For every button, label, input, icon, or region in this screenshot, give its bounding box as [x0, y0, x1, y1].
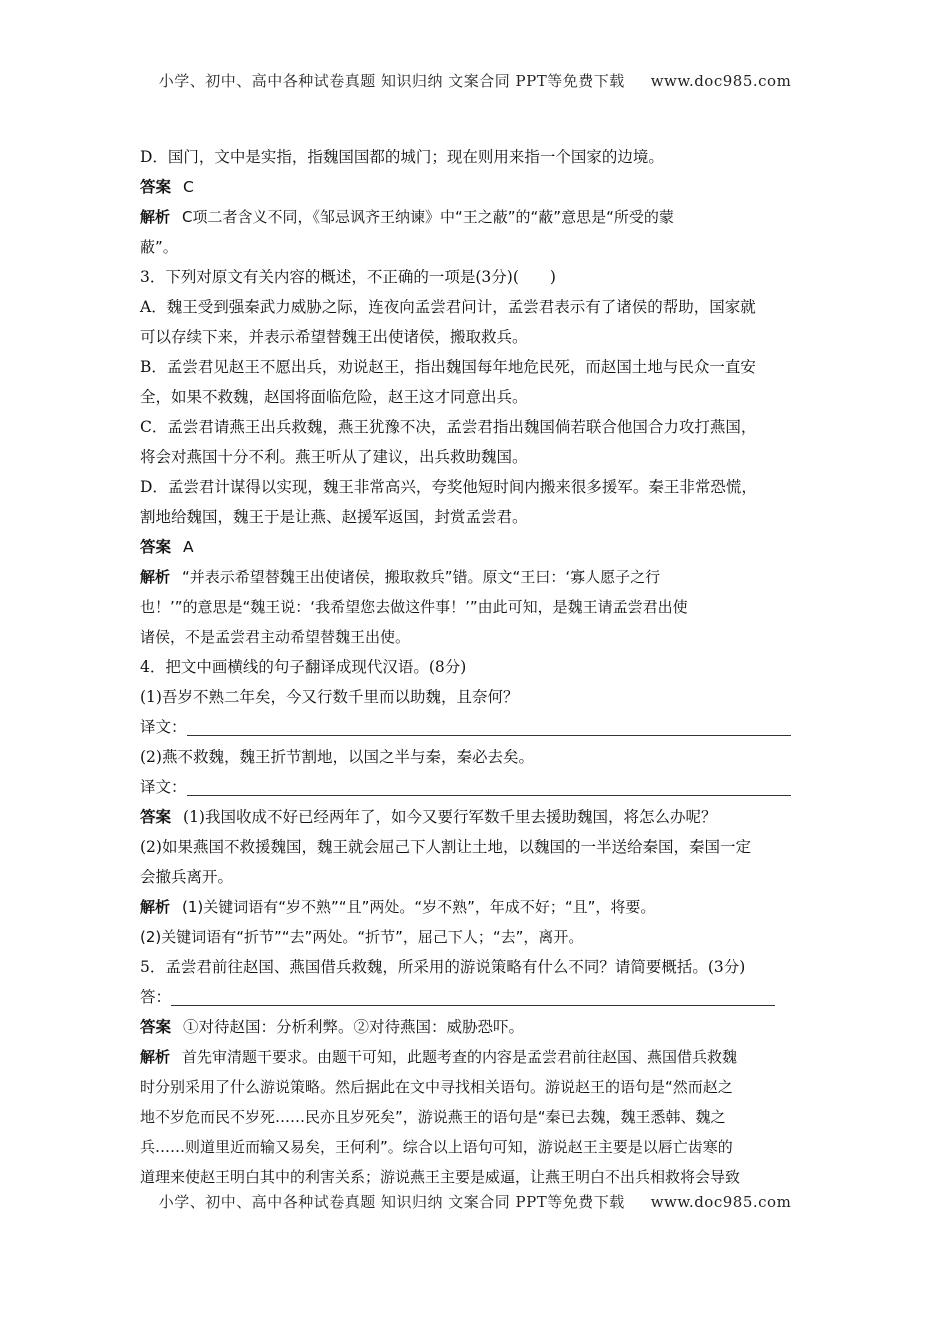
footer-url[interactable]: www.doc985.com	[650, 1193, 792, 1211]
q3-analysis-line-2: 也！’”的意思是“魏王说：‘我希望您去做这件事！’”由此可知，是魏王请孟尝君出使	[140, 598, 688, 616]
q5-analysis-line-4: 兵……则道里近而输又易矣，王何利”。综合以上语句可知，游说赵王主要是以唇亡齿寒的	[140, 1138, 733, 1156]
q2-analysis	[140, 202, 812, 232]
q3-option-a-line-2: 可以存续下来，并表示希望替魏王出使诸侯，搬取救兵。	[140, 328, 528, 346]
q4-answer-2a: (2)如果燕国不救援魏国，魏王就会屈己下人割让土地，以魏国的一半送给秦国，秦国一定	[140, 838, 751, 856]
answer-label: 答案	[140, 538, 172, 556]
answer-label: 答案	[140, 178, 172, 196]
footer-text: 小学、初中、高中各种试卷真题 知识归纳 文案合同 PPT等免费下载	[158, 1193, 625, 1211]
reply-blank[interactable]	[171, 985, 775, 1006]
q3-stem: 3．下列对原文有关内容的概述，不正确的一项是(3分)( )	[140, 268, 556, 286]
q5-analysis-line-3: 地不岁危而民不岁死……民亦且岁死矣”，游说燕王的语句是“秦已去魏，魏王悉韩、魏之	[140, 1108, 726, 1126]
q3-analysis-line-1: “并表示希望替魏王出使诸侯，搬取救兵”错。原文“王曰：‘寡人愿子之行	[182, 568, 661, 586]
q5-stem: 5．孟尝君前往赵国、燕国借兵救魏，所采用的游说策略有什么不同？请简要概括。(3分)	[140, 958, 746, 976]
q2-answer	[140, 172, 812, 202]
page-header	[0, 70, 950, 91]
q5-reply	[140, 982, 812, 1012]
q3-option-d-line-1: D．孟尝君计谋得以实现，魏王非常高兴，夸奖他短时间内搬来很多援军。秦王非常恐慌，	[140, 478, 757, 496]
q4-analysis	[140, 892, 812, 922]
q2-analysis-line-2: 蔽”。	[140, 238, 178, 256]
header-url[interactable]: www.doc985.com	[650, 72, 792, 90]
q3-option-b-line-1: B．孟尝君见赵王不愿出兵，劝说赵王，指出魏国每年地危民死，而赵国土地与民众一直安	[140, 358, 756, 376]
q5-answer-value: ①对待赵国：分析利弊。②对待燕国：威胁恐吓。	[183, 1018, 525, 1036]
q3-option-c-line-1: C．孟尝君请燕王出兵救魏，燕王犹豫不决，孟尝君指出魏国倘若联合他国合力攻打燕国，	[140, 418, 757, 436]
q3-analysis	[140, 562, 812, 592]
q4-answer-1: (1)我国收成不好已经两年了，如今又要行军数千里去援助魏国，将怎么办呢？	[183, 808, 717, 826]
q2-option-d: D．国门，文中是实指，指魏国国都的城门；现在则用来指一个国家的边境。	[140, 148, 664, 166]
q4-stem: 4．把文中画横线的句子翻译成现代汉语。(8分)	[140, 658, 467, 676]
page-footer	[0, 1191, 950, 1212]
header-text: 小学、初中、高中各种试卷真题 知识归纳 文案合同 PPT等免费下载	[158, 72, 625, 90]
q5-analysis-line-2: 时分别采用了什么游说策略。然后据此在文中寻找相关语句。游说赵王的语句是“然而赵之	[140, 1078, 733, 1096]
q3-option-c-line-2: 将会对燕国十分不利。燕王听从了建议，出兵救助魏国。	[140, 448, 528, 466]
analysis-label: 解析	[140, 208, 171, 226]
q5-analysis-line-1: 首先审清题干要求。由题干可知，此题考查的内容是孟尝君前往赵国、燕国借兵救魏	[182, 1048, 738, 1066]
q5-analysis-line-5: 道理来使赵王明白其中的利害关系；游说燕王主要是威逼，让燕王明白不出兵相救将会导致	[140, 1168, 741, 1186]
translation-blank-1[interactable]	[187, 715, 791, 736]
analysis-label: 解析	[140, 568, 171, 586]
analysis-label: 解析	[140, 898, 171, 916]
q4-translation-1	[140, 712, 812, 742]
q3-analysis-line-3: 诸侯，不是孟尝君主动希望替魏王出使。	[140, 628, 411, 646]
q5-answer	[140, 1012, 812, 1042]
document-body	[140, 142, 812, 1192]
q3-option-a-line-1: A．魏王受到强秦武力威胁之际，连夜向孟尝君问计，孟尝君表示有了诸侯的帮助，国家就	[140, 298, 756, 316]
answer-label: 答案	[140, 1018, 172, 1036]
reply-label: 答：	[140, 988, 172, 1006]
q2-analysis-line-1: C项二者含义不同，《邹忌讽齐王纳谏》中“王之蔽”的“蔽”意思是“所受的蒙	[182, 208, 674, 226]
translation-label: 译文：	[140, 778, 187, 796]
q3-answer	[140, 532, 812, 562]
q3-option-b-line-2: 全，如果不救魏，赵国将面临危险，赵王这才同意出兵。	[140, 388, 528, 406]
q2-answer-value: C	[183, 178, 194, 196]
translation-label: 译文：	[140, 718, 187, 736]
q3-answer-value: A	[183, 538, 194, 556]
q3-option-d-line-2: 割地给魏国，魏王于是让燕、赵援军返国，封赏孟尝君。	[140, 508, 528, 526]
q4-analysis-line-2: (2)关键词语有“折节”“去”两处。“折节”，屈己下人；“去”，离开。	[140, 928, 584, 946]
q4-translation-2	[140, 772, 812, 802]
analysis-label: 解析	[140, 1048, 171, 1066]
q4-answer	[140, 802, 812, 832]
translation-blank-2[interactable]	[187, 775, 791, 796]
q4-answer-2b: 会撤兵离开。	[140, 868, 234, 886]
q4-analysis-line-1: (1)关键词语有“岁不熟”“且”两处。“岁不熟”，年成不好；“且”，将要。	[182, 898, 656, 916]
q4-sentence-2: (2)燕不救魏，魏王折节割地，以国之半与秦，秦必去矣。	[140, 748, 534, 766]
q5-analysis	[140, 1042, 812, 1072]
q4-sentence-1: (1)吾岁不熟二年矣，今又行数千里而以助魏，且奈何？	[140, 688, 519, 706]
answer-label: 答案	[140, 808, 172, 826]
